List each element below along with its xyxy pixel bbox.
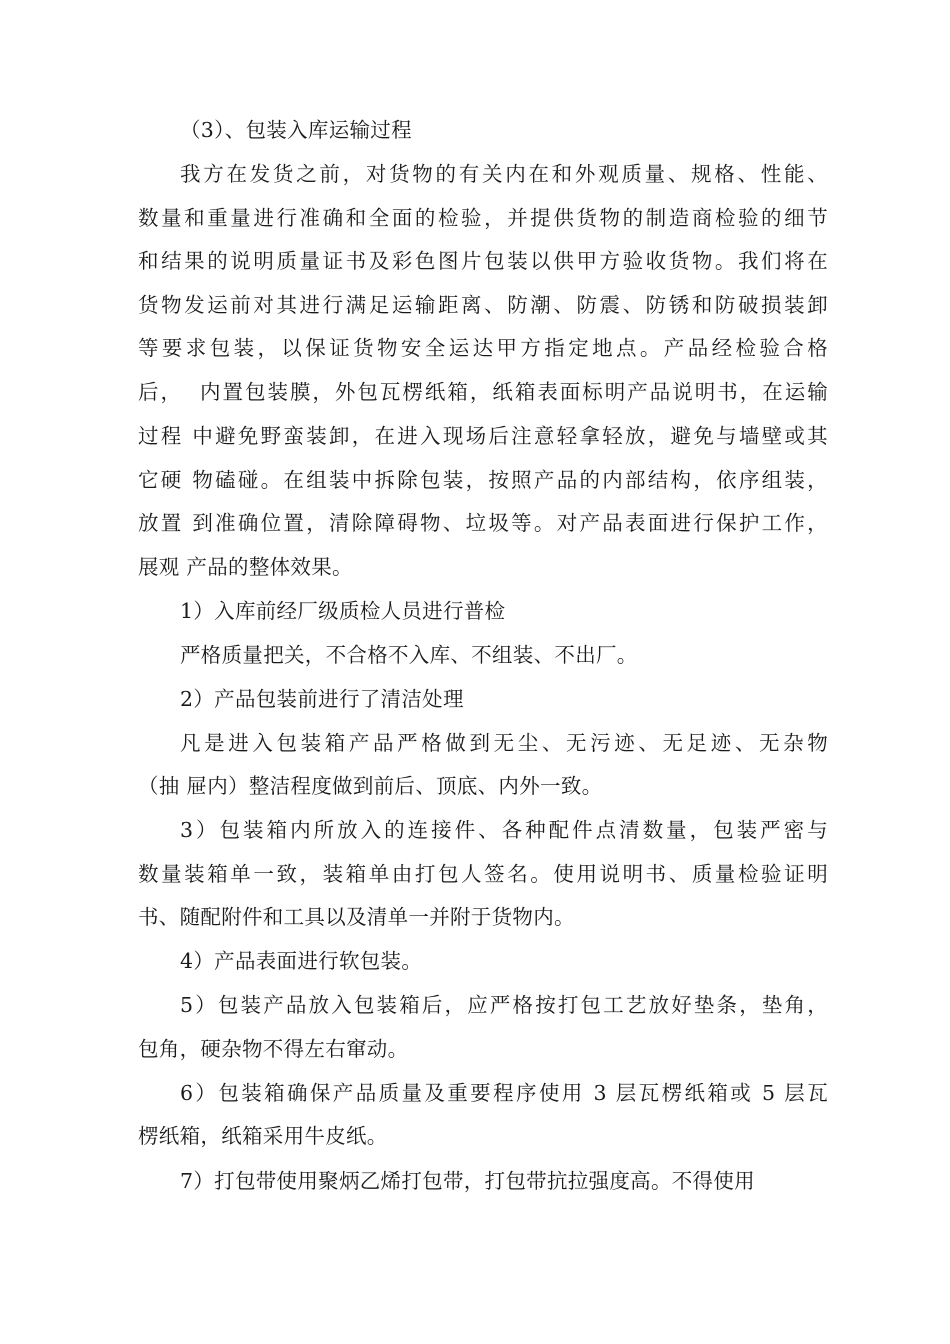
item-2-body-line-1: 凡是进入包装箱产品严格做到无尘、无污迹、无足迹、无杂物 — [180, 731, 828, 755]
item-5-line-1: 5）包装产品放入包装箱后，应严格按打包工艺放好垫条，垫角， — [180, 993, 828, 1017]
intro-line-8: 它硬 物磕碰。在组装中拆除包装，按照产品的内部结构，依序组装， — [138, 468, 828, 492]
item-1-body: 严格质量把关，不合格不入库、不组装、不出厂。 — [180, 643, 638, 667]
item-2-title: 2）产品包装前进行了清洁处理 — [180, 687, 464, 711]
item-3-line-1: 3）包装箱内所放入的连接件、各种配件点清数量，包装严密与 — [180, 818, 828, 842]
intro-line-9: 放置 到准确位置，清除障碍物、垃圾等。对产品表面进行保护工作， — [138, 511, 828, 535]
item-4-line: 4）产品表面进行软包装。 — [180, 949, 423, 973]
intro-line-2: 数量和重量进行准确和全面的检验，并提供货物的制造商检验的细节 — [138, 206, 828, 230]
item-7-line: 7）打包带使用聚炳乙烯打包带，打包带抗拉强度高。不得使用 — [180, 1169, 755, 1193]
intro-line-5: 等要求包装，以保证货物安全运达甲方指定地点。产品经检验合格 — [138, 336, 828, 360]
intro-line-6: 后， 内置包装膜，外包瓦楞纸箱，纸箱表面标明产品说明书，在运输 — [138, 380, 828, 404]
item-6-line-1: 6）包装箱确保产品质量及重要程序使用 3 层瓦楞纸箱或 5 层瓦 — [180, 1081, 828, 1105]
intro-line-4: 货物发运前对其进行满足运输距离、防潮、防震、防锈和防破损装卸 — [138, 293, 828, 317]
item-2-body-line-2: （抽 屉内）整洁程度做到前后、顶底、内外一致。 — [138, 774, 603, 798]
intro-line-7: 过程 中避免野蛮装卸，在进入现场后注意轻拿轻放，避免与墙壁或其 — [138, 424, 828, 448]
intro-line-1: 我方在发货之前，对货物的有关内在和外观质量、规格、性能、 — [180, 162, 828, 186]
intro-line-3: 和结果的说明质量证书及彩色图片包装以供甲方验收货物。我们将在 — [138, 249, 828, 273]
intro-line-10: 展观 产品的整体效果。 — [138, 555, 353, 579]
item-5-line-2: 包角，硬杂物不得左右窜动。 — [138, 1037, 409, 1061]
item-1-title: 1）入库前经厂级质检人员进行普检 — [180, 599, 506, 623]
item-3-line-2: 数量装箱单一致，装箱单由打包人签名。使用说明书、质量检验证明 — [138, 862, 828, 886]
item-6-line-2: 楞纸箱，纸箱采用牛皮纸。 — [138, 1124, 388, 1148]
item-3-line-3: 书、随配附件和工具以及清单一并附于货物内。 — [138, 905, 575, 929]
section-heading: （3）、包装入库运输过程 — [180, 118, 412, 142]
